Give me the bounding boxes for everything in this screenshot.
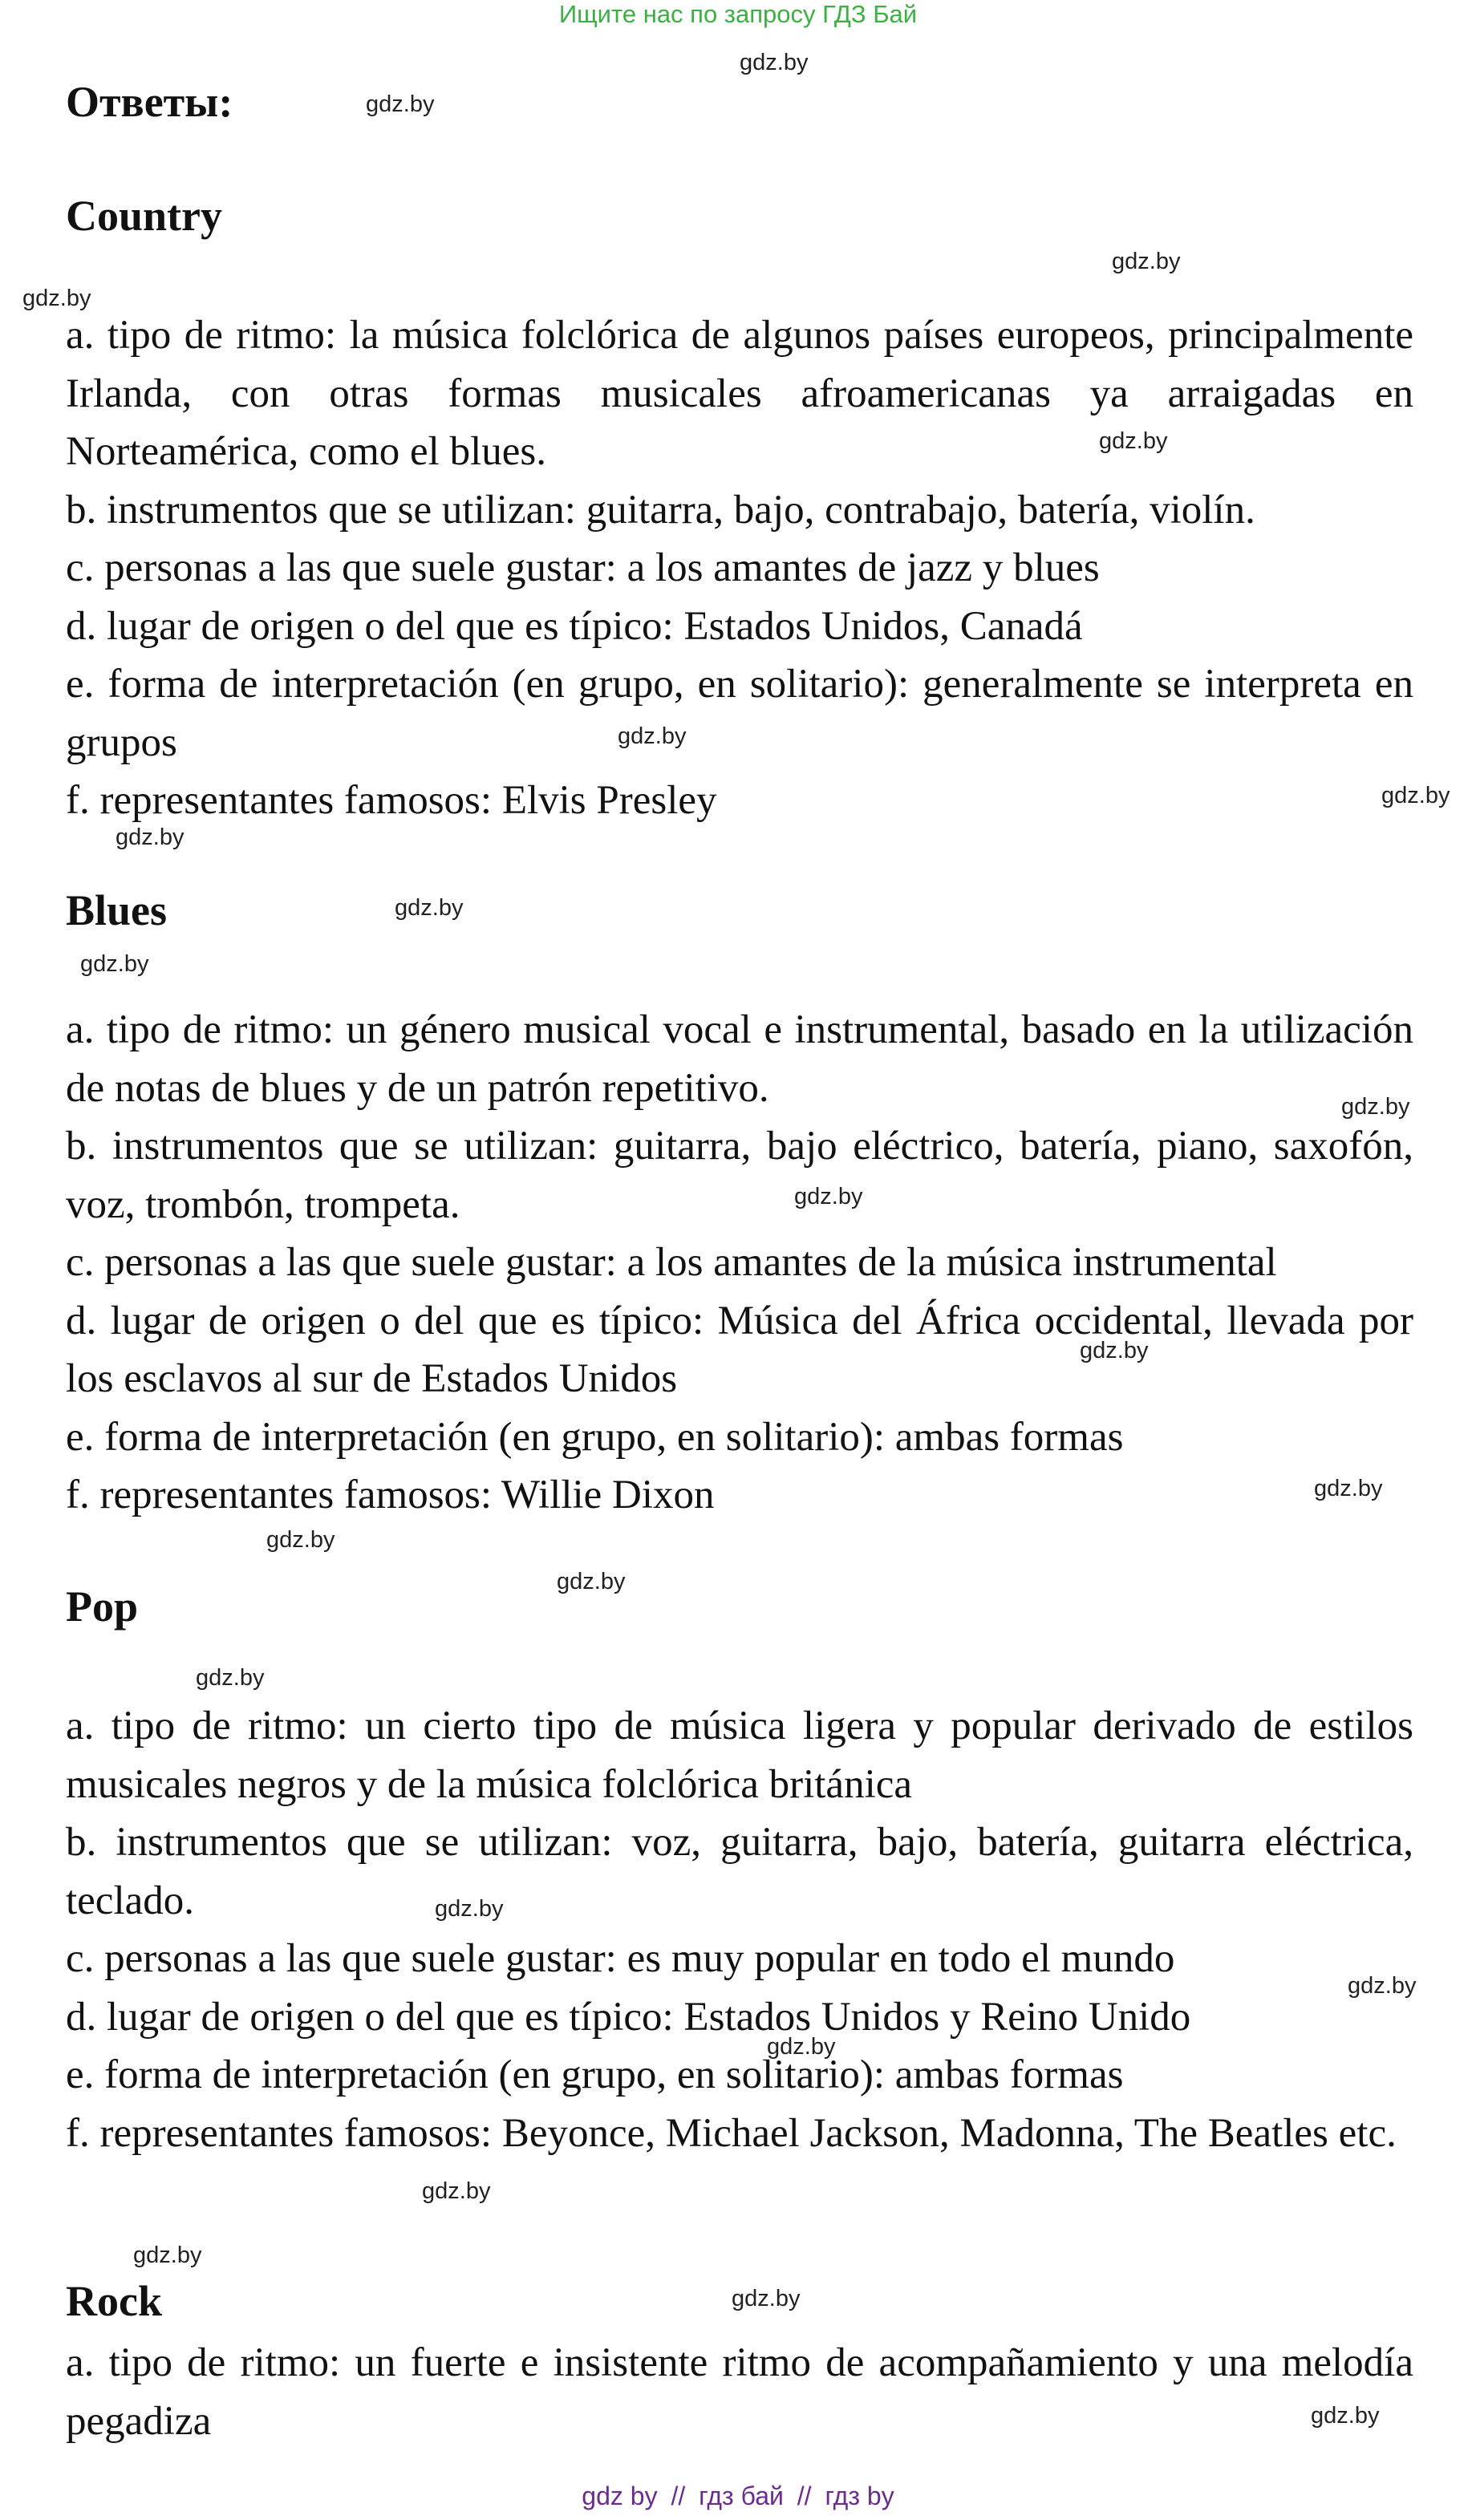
- watermark: gdz.by: [133, 2242, 202, 2268]
- watermark: gdz.by: [1099, 428, 1168, 454]
- answers-heading: Ответы:: [66, 78, 233, 126]
- pop-answer-e: e. forma de interpretación (en grupo, en solitario): ambas formas: [66, 2052, 1124, 2097]
- country-answer-c: c. personas a las que suele gustar: a los amantes de jazz y blues: [66, 545, 1100, 590]
- watermark: gdz.by: [740, 50, 809, 75]
- blues-answers: [66, 1001, 1413, 1525]
- section-title-blues: Blues: [66, 886, 168, 934]
- footer-link-gdz-by[interactable]: gdz by: [582, 2482, 658, 2510]
- pop-answer-b: b. instrumentos que se utilizan: voz, guitarra, bajo, batería, guitarra eléctrica, teclado.: [66, 1820, 1413, 1923]
- watermark: gdz.by: [266, 1527, 335, 1553]
- watermark: gdz.by: [22, 286, 91, 311]
- watermark: gdz.by: [1311, 2403, 1380, 2429]
- rock-answer-a: a. tipo de ritmo: un fuerte e insistente ritmo de acompañamiento y una melodía pegadiza: [66, 2340, 1413, 2444]
- blues-answer-a: a. tipo de ritmo: un género musical vocal e instrumental, basado en la utilización de notas de blues y de un patrón repetitivo.: [66, 1007, 1413, 1111]
- country-answers: [66, 306, 1413, 830]
- watermark: gdz.by: [767, 2034, 836, 2060]
- watermark: gdz.by: [366, 91, 435, 117]
- blues-answer-e: e. forma de interpretación (en grupo, en solitario): ambas formas: [66, 1414, 1124, 1460]
- pop-answers: [66, 1697, 1413, 2162]
- watermark: gdz.by: [1314, 1476, 1383, 1501]
- watermark: gdz.by: [395, 895, 464, 921]
- country-answer-a: a. tipo de ritmo: la música folclórica de algunos países europeos, principalmente Irlanda, con otras formas musicales afroamericanas ya arraigadas en Norteamérica, como el blues.: [66, 313, 1413, 474]
- blues-answer-f: f. representantes famosos: Willie Dixon: [66, 1473, 715, 1517]
- rock-answers: [66, 2334, 1413, 2450]
- section-title-pop: Pop: [66, 1582, 139, 1631]
- watermark: gdz.by: [1348, 1973, 1417, 1999]
- watermark: gdz.by: [794, 1184, 863, 1209]
- watermark: gdz.by: [732, 2286, 801, 2311]
- pop-answer-c: c. personas a las que suele gustar: es muy popular en todo el mundo: [66, 1936, 1175, 1981]
- country-answer-f: f. representantes famosos: Elvis Presley: [66, 778, 717, 823]
- pop-answer-a: a. tipo de ritmo: un cierto tipo de música ligera y popular derivado de estilos musicales negros y de la música folclórica británica: [66, 1704, 1413, 1807]
- section-title-country: Country: [66, 192, 223, 240]
- watermark: gdz.by: [618, 723, 687, 749]
- watermark: gdz.by: [557, 1569, 626, 1594]
- footer-separator: //: [797, 2482, 812, 2510]
- footer-links: [0, 2482, 1476, 2511]
- footer-link-gdz-by-cyr[interactable]: гдз by: [825, 2482, 894, 2510]
- watermark: gdz.by: [80, 951, 149, 977]
- watermark: gdz.by: [116, 824, 184, 850]
- watermark: gdz.by: [1080, 1338, 1149, 1363]
- watermark: gdz.by: [1112, 249, 1181, 274]
- footer-separator: //: [671, 2482, 686, 2510]
- watermark: gdz.by: [196, 1665, 265, 1691]
- blues-answer-d: d. lugar de origen o del que es típico: Música del África occidental, llevada por los esclavos al sur de Estados Unidos: [66, 1298, 1413, 1401]
- country-answer-e: e. forma de interpretación (en grupo, en solitario): generalmente se interpreta en grupos: [66, 662, 1413, 765]
- country-answer-d: d. lugar de origen o del que es típico: Estados Unidos, Canadá: [66, 603, 1083, 649]
- watermark: gdz.by: [1381, 783, 1450, 808]
- section-title-rock: Rock: [66, 2277, 162, 2325]
- watermark: gdz.by: [435, 1896, 504, 1922]
- pop-answer-d: d. lugar de origen o del que es típico: Estados Unidos y Reino Unido: [66, 1994, 1191, 2040]
- blues-answer-c: c. personas a las que suele gustar: a los amantes de la música instrumental: [66, 1240, 1277, 1285]
- watermark: gdz.by: [422, 2178, 491, 2204]
- blues-answer-b: b. instrumentos que se utilizan: guitarra, bajo eléctrico, batería, piano, saxofón, voz, trombón, trompeta.: [66, 1124, 1413, 1227]
- country-answer-b: b. instrumentos que se utilizan: guitarra, bajo, contrabajo, batería, violín.: [66, 487, 1255, 533]
- footer-link-gdz-bai[interactable]: гдз бай: [699, 2482, 784, 2510]
- pop-answer-f: f. representantes famosos: Beyonce, Michael Jackson, Madonna, The Beatles etc.: [66, 2110, 1397, 2156]
- top-banner[interactable]: Ищите нас по запросу ГДЗ Бай: [558, 0, 918, 28]
- watermark: gdz.by: [1341, 1094, 1410, 1120]
